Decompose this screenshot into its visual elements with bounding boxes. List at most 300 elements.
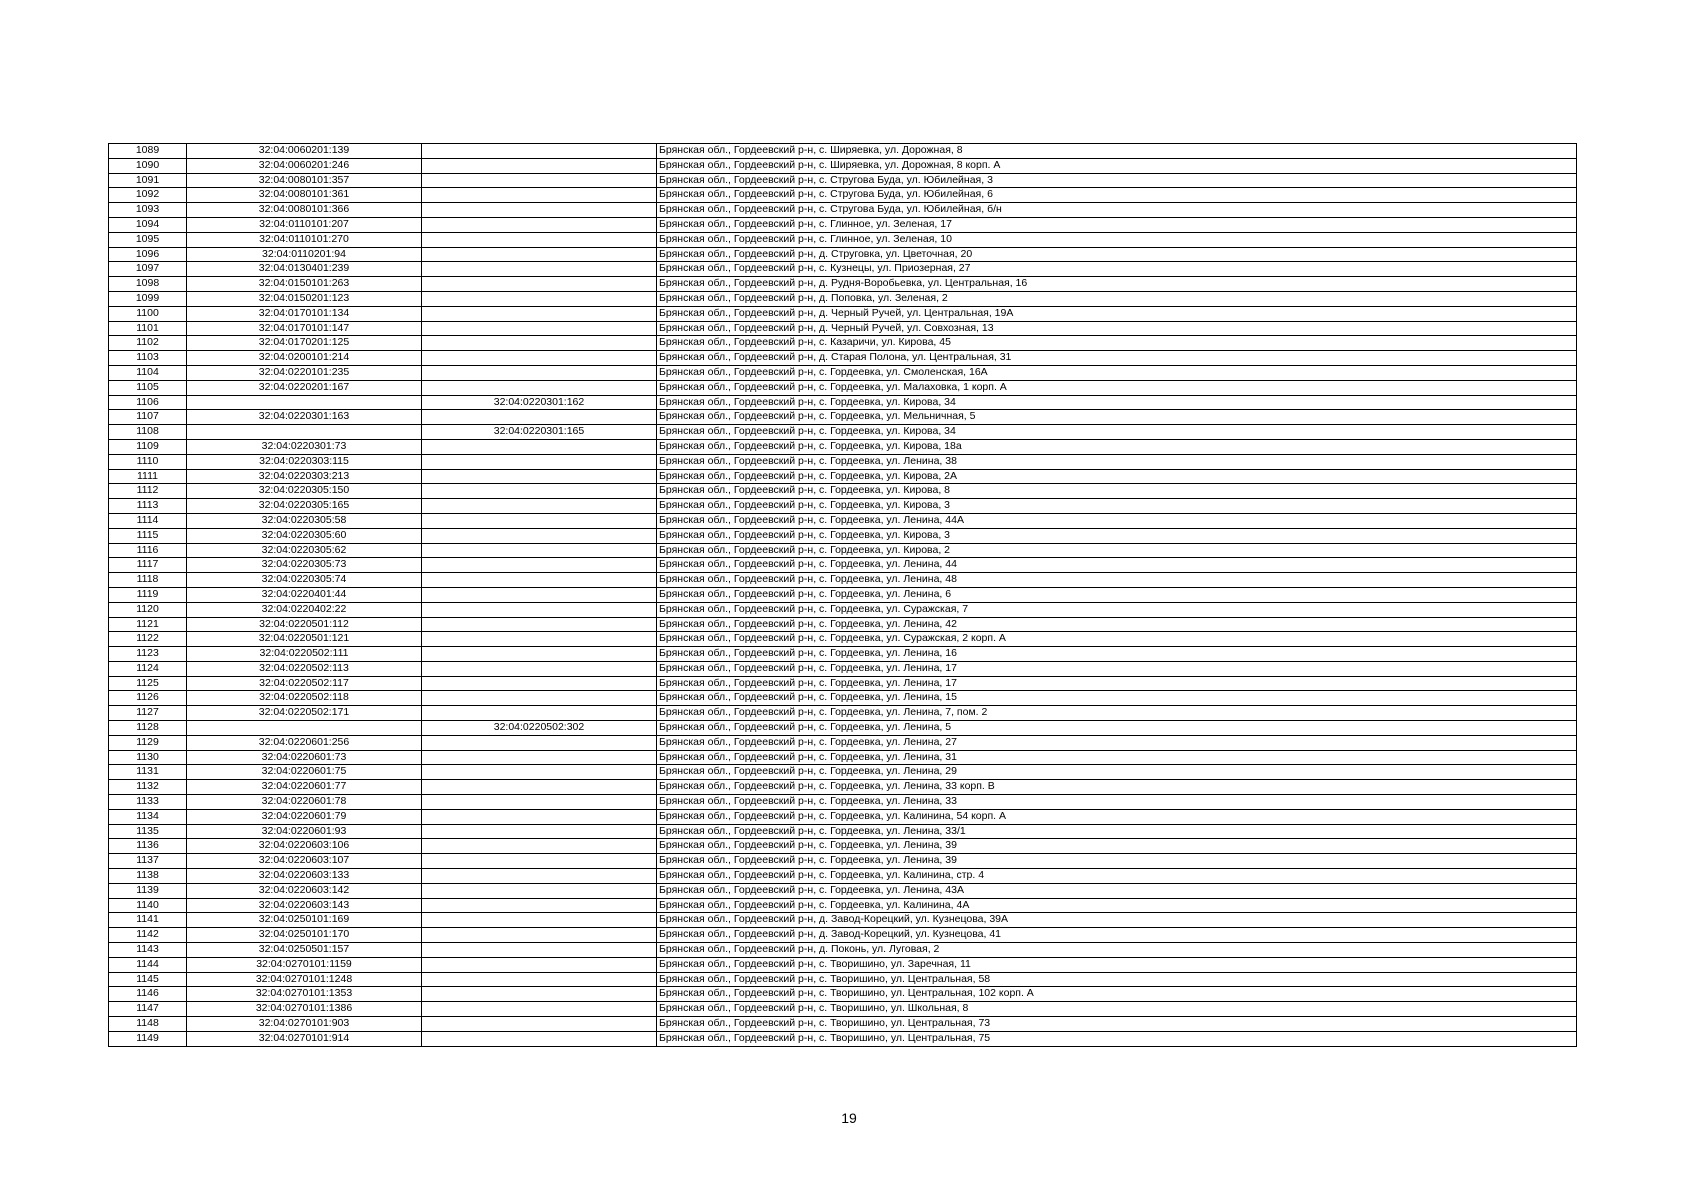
row-number-cell: 1136 [109,839,187,854]
cadastral-number-cell: 32:04:0220305:60 [187,528,422,543]
cadastral-number-cell: 32:04:0170201:125 [187,336,422,351]
cadastral-number-alt-cell [422,972,657,987]
row-number-cell: 1109 [109,439,187,454]
table-row [109,795,1577,810]
cadastral-number-alt-cell [422,439,657,454]
address-cell: Брянская обл., Гордеевский р-н, с. Гордеевка, ул. Кирова, 3 [657,528,1577,543]
table-row [109,158,1577,173]
cadastral-number-alt-cell [422,898,657,913]
cadastral-number-cell: 32:04:0220603:107 [187,854,422,869]
address-cell: Брянская обл., Гордеевский р-н, с. Гордеевка, ул. Ленина, 44А [657,513,1577,528]
address-cell: Брянская обл., Гордеевский р-н, с. Гордеевка, ул. Ленина, 29 [657,765,1577,780]
table-row [109,513,1577,528]
address-cell: Брянская обл., Гордеевский р-н, д. Поповка, ул. Зеленая, 2 [657,291,1577,306]
row-number-cell: 1128 [109,721,187,736]
cadastral-number-alt-cell [422,291,657,306]
address-cell: Брянская обл., Гордеевский р-н, д. Черный Ручей, ул. Центральная, 19А [657,306,1577,321]
table-row [109,661,1577,676]
cadastral-number-alt-cell [422,232,657,247]
table-row [109,351,1577,366]
cadastral-number-cell: 32:04:0250101:169 [187,913,422,928]
table-row [109,188,1577,203]
table-row [109,484,1577,499]
cadastral-number-cell: 32:04:0150201:123 [187,291,422,306]
cadastral-number-cell: 32:04:0220603:106 [187,839,422,854]
cadastral-number-alt-cell [422,809,657,824]
table-row [109,144,1577,159]
row-number-cell: 1132 [109,780,187,795]
row-number-cell: 1118 [109,573,187,588]
address-cell: Брянская обл., Гордеевский р-н, с. Гордеевка, ул. Смоленская, 16А [657,365,1577,380]
table-row [109,203,1577,218]
cadastral-number-cell: 32:04:0220601:73 [187,750,422,765]
address-cell: Брянская обл., Гордеевский р-н, с. Гордеевка, ул. Ленина, 33 [657,795,1577,810]
table-row [109,306,1577,321]
address-cell: Брянская обл., Гордеевский р-н, с. Гордеевка, ул. Кирова, 2А [657,469,1577,484]
cadastral-number-cell: 32:04:0220502:113 [187,661,422,676]
cadastral-number-alt-cell [422,780,657,795]
cadastral-number-cell: 32:04:0220402:22 [187,602,422,617]
cadastral-number-alt-cell [422,661,657,676]
row-number-cell: 1126 [109,691,187,706]
table-row [109,587,1577,602]
cadastral-number-alt-cell [422,158,657,173]
cadastral-number-alt-cell [422,499,657,514]
cadastral-number-alt-cell [422,617,657,632]
row-number-cell: 1113 [109,499,187,514]
cadastral-number-alt-cell [422,528,657,543]
address-cell: Брянская обл., Гордеевский р-н, с. Гордеевка, ул. Ленина, 43А [657,883,1577,898]
address-cell: Брянская обл., Гордеевский р-н, с. Гордеевка, ул. Ленина, 38 [657,454,1577,469]
cadastral-number-cell: 32:04:0220305:150 [187,484,422,499]
cadastral-number-cell: 32:04:0220401:44 [187,587,422,602]
cadastral-number-cell: 32:04:0220101:235 [187,365,422,380]
row-number-cell: 1097 [109,262,187,277]
row-number-cell: 1098 [109,277,187,292]
cadastral-number-cell: 32:04:0080101:366 [187,203,422,218]
cadastral-number-cell: 32:04:0270101:1386 [187,1002,422,1017]
cadastral-number-alt-cell [422,188,657,203]
table-row [109,617,1577,632]
cadastral-number-cell: 32:04:0270101:1248 [187,972,422,987]
address-cell: Брянская обл., Гордеевский р-н, с. Гордеевка, ул. Ленина, 7, пом. 2 [657,706,1577,721]
row-number-cell: 1141 [109,913,187,928]
cadastral-number-alt-cell [422,691,657,706]
address-cell: Брянская обл., Гордеевский р-н, д. Поконь, ул. Луговая, 2 [657,943,1577,958]
cadastral-number-alt-cell: 32:04:0220301:162 [422,395,657,410]
address-cell: Брянская обл., Гордеевский р-н, с. Гордеевка, ул. Ленина, 48 [657,573,1577,588]
cadastral-number-alt-cell [422,543,657,558]
cadastral-number-alt-cell [422,173,657,188]
address-cell: Брянская обл., Гордеевский р-н, д. Струговка, ул. Цветочная, 20 [657,247,1577,262]
cadastral-number-cell: 32:04:0220501:121 [187,632,422,647]
table-row [109,824,1577,839]
address-cell: Брянская обл., Гордеевский р-н, с. Гордеевка, ул. Кирова, 2 [657,543,1577,558]
table-row [109,425,1577,440]
address-cell: Брянская обл., Гордеевский р-н, д. Рудня-Воробьевка, ул. Центральная, 16 [657,277,1577,292]
table-row [109,262,1577,277]
cadastral-number-alt-cell [422,336,657,351]
row-number-cell: 1149 [109,1031,187,1046]
cadastral-number-alt-cell [422,957,657,972]
cadastral-number-alt-cell [422,1002,657,1017]
cadastral-number-alt-cell [422,647,657,662]
cadastral-number-alt-cell [422,854,657,869]
address-cell: Брянская обл., Гордеевский р-н, с. Струговa Буда, ул. Юбилейная, 6 [657,188,1577,203]
row-number-cell: 1127 [109,706,187,721]
row-number-cell: 1091 [109,173,187,188]
row-number-cell: 1102 [109,336,187,351]
address-cell: Брянская обл., Гордеевский р-н, с. Гордеевка, ул. Ленина, 33/1 [657,824,1577,839]
row-number-cell: 1103 [109,351,187,366]
cadastral-number-alt-cell [422,883,657,898]
address-cell: Брянская обл., Гордеевский р-н, с. Глинное, ул. Зеленая, 10 [657,232,1577,247]
address-cell: Брянская обл., Гордеевский р-н, с. Кузнецы, ул. Приозерная, 27 [657,262,1577,277]
cadastral-number-alt-cell [422,573,657,588]
address-cell: Брянская обл., Гордеевский р-н, с. Гордеевка, ул. Ленина, 17 [657,661,1577,676]
row-number-cell: 1110 [109,454,187,469]
table-row [109,469,1577,484]
table-row [109,883,1577,898]
table-row [109,499,1577,514]
address-cell: Брянская обл., Гордеевский р-н, с. Ширяевка, ул. Дорожная, 8 корп. А [657,158,1577,173]
address-cell: Брянская обл., Гордеевский р-н, с. Гордеевка, ул. Кирова, 8 [657,484,1577,499]
address-cell: Брянская обл., Гордеевский р-н, с. Гордеевка, ул. Ленина, 33 корп. В [657,780,1577,795]
table-row [109,750,1577,765]
cadastral-number-alt-cell [422,602,657,617]
row-number-cell: 1143 [109,943,187,958]
table-row [109,1031,1577,1046]
address-cell: Брянская обл., Гордеевский р-н, с. Струговa Буда, ул. Юбилейная, б/н [657,203,1577,218]
table-row [109,277,1577,292]
cadastral-number-alt-cell [422,513,657,528]
table-row [109,869,1577,884]
cadastral-number-alt-cell [422,824,657,839]
address-cell: Брянская обл., Гордеевский р-н, с. Гордеевка, ул. Ленина, 6 [657,587,1577,602]
cadastral-number-cell: 32:04:0270101:1159 [187,957,422,972]
cadastral-number-cell: 32:04:0220303:115 [187,454,422,469]
cadastral-number-cell: 32:04:0130401:239 [187,262,422,277]
address-cell: Брянская обл., Гордеевский р-н, с. Гордеевка, ул. Ленина, 16 [657,647,1577,662]
cadastral-number-cell: 32:04:0080101:357 [187,173,422,188]
cadastral-number-alt-cell [422,380,657,395]
table-row [109,691,1577,706]
row-number-cell: 1108 [109,425,187,440]
cadastral-number-alt-cell [422,1031,657,1046]
cadastral-number-alt-cell: 32:04:0220301:165 [422,425,657,440]
row-number-cell: 1094 [109,217,187,232]
cadastral-number-cell: 32:04:0220603:143 [187,898,422,913]
cadastral-number-alt-cell [422,351,657,366]
table-row [109,410,1577,425]
table-row [109,1002,1577,1017]
table-row [109,765,1577,780]
row-number-cell: 1122 [109,632,187,647]
cadastral-number-cell: 32:04:0220601:256 [187,735,422,750]
cadastral-number-cell: 32:04:0110201:94 [187,247,422,262]
row-number-cell: 1120 [109,602,187,617]
cadastral-number-cell: 32:04:0220603:142 [187,883,422,898]
cadastral-number-cell: 32:04:0220601:75 [187,765,422,780]
row-number-cell: 1095 [109,232,187,247]
address-cell: Брянская обл., Гордеевский р-н, д. Черный Ручей, ул. Совхозная, 13 [657,321,1577,336]
table-row [109,780,1577,795]
row-number-cell: 1148 [109,1017,187,1032]
address-cell: Брянская обл., Гордеевский р-н, д. Завод-Корецкий, ул. Кузнецова, 39А [657,913,1577,928]
cadastral-number-alt-cell [422,839,657,854]
row-number-cell: 1115 [109,528,187,543]
cadastral-number-alt-cell [422,632,657,647]
cadastral-number-cell: 32:04:0220305:165 [187,499,422,514]
property-registry-table [108,143,1577,1047]
cadastral-number-alt-cell [422,735,657,750]
table-row [109,528,1577,543]
table-row [109,232,1577,247]
address-cell: Брянская обл., Гордеевский р-н, с. Гордеевка, ул. Ленина, 27 [657,735,1577,750]
address-cell: Брянская обл., Гордеевский р-н, с. Гордеевка, ул. Ленина, 39 [657,854,1577,869]
cadastral-number-alt-cell [422,365,657,380]
cadastral-number-alt-cell [422,262,657,277]
address-cell: Брянская обл., Гордеевский р-н, с. Ширяевка, ул. Дорожная, 8 [657,144,1577,159]
address-cell: Брянская обл., Гордеевский р-н, с. Казаричи, ул. Кирова, 45 [657,336,1577,351]
table-row [109,957,1577,972]
table-row [109,706,1577,721]
row-number-cell: 1096 [109,247,187,262]
address-cell: Брянская обл., Гордеевский р-н, с. Творишино, ул. Центральная, 58 [657,972,1577,987]
row-number-cell: 1101 [109,321,187,336]
address-cell: Брянская обл., Гордеевский р-н, с. Глинное, ул. Зеленая, 17 [657,217,1577,232]
address-cell: Брянская обл., Гордеевский р-н, с. Гордеевка, ул. Ленина, 42 [657,617,1577,632]
table-row [109,1017,1577,1032]
address-cell: Брянская обл., Гордеевский р-н, с. Творишино, ул. Центральная, 73 [657,1017,1577,1032]
row-number-cell: 1129 [109,735,187,750]
cadastral-number-alt-cell [422,454,657,469]
row-number-cell: 1123 [109,647,187,662]
table-row [109,573,1577,588]
address-cell: Брянская обл., Гордеевский р-н, с. Гордеевка, ул. Ленина, 15 [657,691,1577,706]
table-row [109,972,1577,987]
row-number-cell: 1139 [109,883,187,898]
row-number-cell: 1106 [109,395,187,410]
address-cell: Брянская обл., Гордеевский р-н, с. Гордеевка, ул. Кирова, 34 [657,425,1577,440]
row-number-cell: 1135 [109,824,187,839]
cadastral-number-alt-cell [422,558,657,573]
row-number-cell: 1114 [109,513,187,528]
row-number-cell: 1100 [109,306,187,321]
row-number-cell: 1099 [109,291,187,306]
address-cell: Брянская обл., Гордеевский р-н, с. Гордеевка, ул. Мельничная, 5 [657,410,1577,425]
cadastral-number-cell: 32:04:0060201:139 [187,144,422,159]
address-cell: Брянская обл., Гордеевский р-н, с. Гордеевка, ул. Кирова, 3 [657,499,1577,514]
row-number-cell: 1125 [109,676,187,691]
address-cell: Брянская обл., Гордеевский р-н, с. Струговa Буда, ул. Юбилейная, 3 [657,173,1577,188]
address-cell: Брянская обл., Гордеевский р-н, с. Гордеевка, ул. Малаховка, 1 корп. А [657,380,1577,395]
table-row [109,913,1577,928]
table-row [109,987,1577,1002]
row-number-cell: 1138 [109,869,187,884]
registry-table-body [109,144,1577,1047]
address-cell: Брянская обл., Гордеевский р-н, с. Гордеевка, ул. Кирова, 18а [657,439,1577,454]
row-number-cell: 1104 [109,365,187,380]
row-number-cell: 1133 [109,795,187,810]
address-cell: Брянская обл., Гордеевский р-н, с. Гордеевка, ул. Калинина, 4А [657,898,1577,913]
cadastral-number-alt-cell [422,587,657,602]
table-row [109,721,1577,736]
cadastral-number-alt-cell [422,795,657,810]
cadastral-number-cell: 32:04:0220305:62 [187,543,422,558]
row-number-cell: 1092 [109,188,187,203]
address-cell: Брянская обл., Гордеевский р-н, с. Творишино, ул. Центральная, 75 [657,1031,1577,1046]
table-row [109,602,1577,617]
address-cell: Брянская обл., Гордеевский р-н, с. Гордеевка, ул. Ленина, 17 [657,676,1577,691]
table-row [109,217,1577,232]
cadastral-number-cell: 32:04:0220201:167 [187,380,422,395]
cadastral-number-cell: 32:04:0220603:133 [187,869,422,884]
row-number-cell: 1137 [109,854,187,869]
address-cell: Брянская обл., Гордеевский р-н, с. Гордеевка, ул. Калинина, 54 корп. А [657,809,1577,824]
cadastral-number-cell: 32:04:0080101:361 [187,188,422,203]
table-row [109,247,1577,262]
row-number-cell: 1093 [109,203,187,218]
table-row [109,380,1577,395]
cadastral-number-alt-cell [422,869,657,884]
cadastral-number-cell: 32:04:0170101:134 [187,306,422,321]
row-number-cell: 1089 [109,144,187,159]
cadastral-number-alt-cell [422,706,657,721]
cadastral-number-alt-cell [422,217,657,232]
cadastral-number-cell: 32:04:0220601:78 [187,795,422,810]
cadastral-number-alt-cell [422,987,657,1002]
table-row [109,173,1577,188]
cadastral-number-cell: 32:04:0220502:171 [187,706,422,721]
cadastral-number-cell [187,425,422,440]
table-row [109,735,1577,750]
address-cell: Брянская обл., Гордеевский р-н, с. Гордеевка, ул. Ленина, 31 [657,750,1577,765]
cadastral-number-cell: 32:04:0150101:263 [187,277,422,292]
cadastral-number-alt-cell [422,277,657,292]
cadastral-number-cell: 32:04:0220502:118 [187,691,422,706]
address-cell: Брянская обл., Гордеевский р-н, с. Гордеевка, ул. Ленина, 5 [657,721,1577,736]
cadastral-number-alt-cell [422,913,657,928]
cadastral-number-cell [187,721,422,736]
table-row [109,439,1577,454]
address-cell: Брянская обл., Гордеевский р-н, с. Гордеевка, ул. Суражская, 7 [657,602,1577,617]
row-number-cell: 1130 [109,750,187,765]
cadastral-number-alt-cell [422,306,657,321]
cadastral-number-cell: 32:04:0270101:903 [187,1017,422,1032]
cadastral-number-alt-cell [422,321,657,336]
table-row [109,943,1577,958]
row-number-cell: 1146 [109,987,187,1002]
cadastral-number-cell: 32:04:0220502:111 [187,647,422,662]
cadastral-number-alt-cell [422,144,657,159]
row-number-cell: 1142 [109,928,187,943]
row-number-cell: 1145 [109,972,187,987]
row-number-cell: 1117 [109,558,187,573]
table-row [109,395,1577,410]
cadastral-number-cell: 32:04:0220301:163 [187,410,422,425]
page-number: 19 [841,1110,857,1126]
row-number-cell: 1121 [109,617,187,632]
cadastral-number-cell: 32:04:0200101:214 [187,351,422,366]
table-row [109,321,1577,336]
row-number-cell: 1111 [109,469,187,484]
address-cell: Брянская обл., Гордеевский р-н, с. Гордеевка, ул. Кирова, 34 [657,395,1577,410]
row-number-cell: 1134 [109,809,187,824]
row-number-cell: 1140 [109,898,187,913]
cadastral-number-alt-cell [422,943,657,958]
row-number-cell: 1144 [109,957,187,972]
cadastral-number-cell: 32:04:0220501:112 [187,617,422,632]
cadastral-number-cell: 32:04:0060201:246 [187,158,422,173]
row-number-cell: 1107 [109,410,187,425]
address-cell: Брянская обл., Гордеевский р-н, с. Гордеевка, ул. Ленина, 39 [657,839,1577,854]
table-row [109,543,1577,558]
table-row [109,365,1577,380]
cadastral-number-cell: 32:04:0250501:157 [187,943,422,958]
cadastral-number-cell: 32:04:0270101:1353 [187,987,422,1002]
cadastral-number-alt-cell [422,469,657,484]
cadastral-number-cell: 32:04:0220301:73 [187,439,422,454]
cadastral-number-alt-cell [422,1017,657,1032]
address-cell: Брянская обл., Гордеевский р-н, д. Завод-Корецкий, ул. Кузнецова, 41 [657,928,1577,943]
row-number-cell: 1116 [109,543,187,558]
table-row [109,647,1577,662]
address-cell: Брянская обл., Гордеевский р-н, с. Творишино, ул. Школьная, 8 [657,1002,1577,1017]
cadastral-number-cell: 32:04:0220305:73 [187,558,422,573]
cadastral-number-alt-cell [422,676,657,691]
table-row [109,291,1577,306]
table-row [109,454,1577,469]
table-row [109,632,1577,647]
table-row [109,928,1577,943]
cadastral-number-cell: 32:04:0220502:117 [187,676,422,691]
cadastral-number-alt-cell [422,203,657,218]
cadastral-number-cell: 32:04:0220601:77 [187,780,422,795]
table-row [109,839,1577,854]
cadastral-number-alt-cell [422,750,657,765]
cadastral-number-cell: 32:04:0250101:170 [187,928,422,943]
cadastral-number-cell: 32:04:0110101:270 [187,232,422,247]
row-number-cell: 1090 [109,158,187,173]
cadastral-number-cell: 32:04:0220601:79 [187,809,422,824]
address-cell: Брянская обл., Гордеевский р-н, с. Гордеевка, ул. Суражская, 2 корп. А [657,632,1577,647]
row-number-cell: 1112 [109,484,187,499]
cadastral-number-cell: 32:04:0170101:147 [187,321,422,336]
address-cell: Брянская обл., Гордеевский р-н, с. Творишино, ул. Заречная, 11 [657,957,1577,972]
table-row [109,898,1577,913]
cadastral-number-cell: 32:04:0220305:58 [187,513,422,528]
address-cell: Брянская обл., Гордеевский р-н, с. Гордеевка, ул. Ленина, 44 [657,558,1577,573]
cadastral-number-alt-cell [422,410,657,425]
cadastral-number-cell: 32:04:0110101:207 [187,217,422,232]
row-number-cell: 1119 [109,587,187,602]
row-number-cell: 1124 [109,661,187,676]
cadastral-number-cell: 32:04:0220305:74 [187,573,422,588]
cadastral-number-cell [187,395,422,410]
table-row [109,676,1577,691]
table-row [109,854,1577,869]
cadastral-number-alt-cell: 32:04:0220502:302 [422,721,657,736]
table-row [109,809,1577,824]
row-number-cell: 1147 [109,1002,187,1017]
cadastral-number-cell: 32:04:0220303:213 [187,469,422,484]
cadastral-number-alt-cell [422,928,657,943]
address-cell: Брянская обл., Гордеевский р-н, д. Старая Полона, ул. Центральная, 31 [657,351,1577,366]
table-row [109,558,1577,573]
cadastral-number-alt-cell [422,484,657,499]
address-cell: Брянская обл., Гордеевский р-н, с. Гордеевка, ул. Калинина, стр. 4 [657,869,1577,884]
